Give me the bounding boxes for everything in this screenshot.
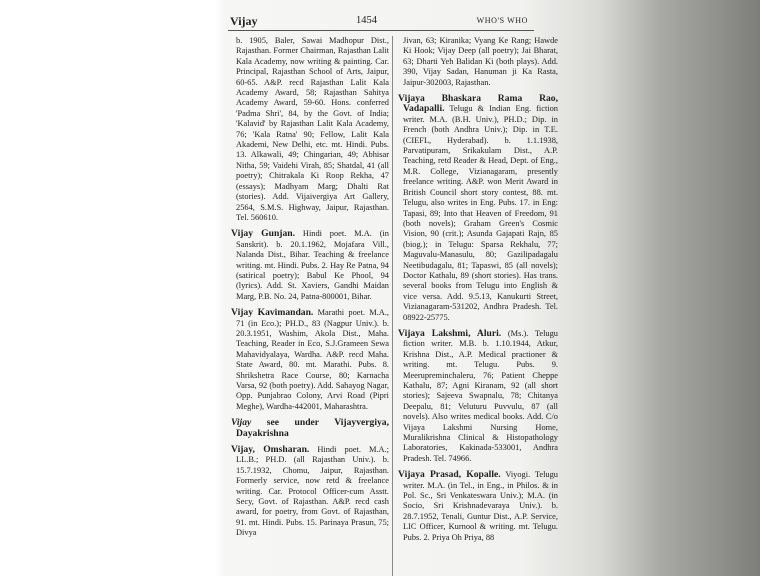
entry [231, 36, 389, 223]
entry-text: Viyogi. Telugu writer. M.A. (in Tel., in Eng., in Philos. & in Pol. Sc., Sri Venkateswara Univ.); M.A. (in Socio, Sri Krishnadevaraya Univ.). b. 28.7.1952, Tenali, Guntur Dist., A.P. Service, LIC Officer, Kurnool & writing. mt. Telugu. Pubs. 2. Priya Oh Priya, 88 [403, 470, 558, 542]
page-edge-shadow [528, 0, 760, 576]
cross-reference-entry [231, 418, 389, 439]
entry-text: Hindi poet. M.A.; LL.B.; PH.D. (all Rajasthan Univ.). b. 15.7.1932, Chomu, Jaipur, Rajasthan. Formerly service, now retd & freelance writing. Car. Protocol Officer-cum Asstt. Secy, Govt. of Rajasthan. A&P. recd cash award, for poetry, from Govt. of Rajasthan, 91. mt. Hindi. Pubs. 15. Parinaya Prasun, 75; Divya [236, 445, 389, 538]
header-rule [228, 30, 534, 31]
entry-text: (Ms.). Telugu fiction writer. M.B. b. 1.10.1944, Atkur, Krishna Dist., A.P. Medical practioner & writing. mt. Telugu. Pubs. 9. Meerupreminchaleru, 76; Patient Cheppe Kathalu, 87; Agni Kiranam, 92 (all short stories); Sajeeva Swapnalu, 78; Chitanya Deepalu, 81; Veluturu Puvvulu, 87 (all novels). Also writes medical books. Add. C/o Vijaya Lakshmi Nursing Home, Muralikrishna Clinical & Histopathology Laboratories, Kakinada-533001, Andhra Pradesh. Tel. 74966. [403, 328, 558, 463]
entry-text: Jivan, 63; Kiranika; Vyang Ke Rang; Hawde Ki Hook; Vijay Deep (all poetry); Jai Bharat, 63; Dharti Yeh Balidan Ki (both plays). Add. 390, Vijay Sadan, Hanuman ji Ka Rasta, Jaipur-302003, Rajasthan. [403, 36, 558, 87]
entry [231, 445, 389, 539]
running-title: WHO'S WHO [476, 16, 528, 25]
entry-text: b. 1905, Baler, Sawai Madhopur Dist., Rajasthan. Former Chairman, Rajasthan Lalit Kala Academy, now writing & painting. Car. Principal, Rajasthan School of Arts, Jaipur, 60-65. A&P. recd Rajasthan Lalit Kala Academy Award, 58; Rajasthan Sahitya Academy Award, 59-60. Hons. conferred 'Padma Shri', 84, by the Govt. of India; 'Kalavid' by Rajasthan Lalit Kala Academy, 76; 'Kala Ratna' 90; Fellow, Lalit Kala Akademi, New Delhi, etc. mt. Hindi. Pubs. 13. Alkawali, 49; Chingarian, 49; Abhisar Nitha, 59; Vaidehi Virah, 85; Shatdal, 41 (all poetry); Chitrakala Ki Roop Rekha, 47 (essays); Madhyam Marg; Dhalti Rat (stories). Add. Vijaivergiya Art Gallery, 2564, S.M.S. Highway, Jaipur, Rajasthan. Tel. 560610. [236, 36, 389, 222]
entry-name: Vijay [231, 417, 252, 429]
entry-name: Vijaya Lakshmi, Aluri. [398, 327, 502, 339]
entry-name: Vijay Kavimandan. [231, 307, 314, 319]
page-number: 1454 [356, 15, 377, 26]
entry-name: Vijay, Omsharan. [231, 444, 310, 456]
entry-text: Marathi poet. M.A., 71 (in Eco.); PH.D., 83 (Nagpur Univ.). b. 20.3.1951, Washim, Akola Dist., Maha. Teaching, Reader in Eco, S.J.Grameen Sewa Mahavidyalaya, Wardha. A&P. recd Maha. State Award, 80. mt. Marathi. Pubs. 8. Shrikshetra Race Course, 80; Karnacha Varsa, 92 (both poetry). Add. Sahayog Nagar, Opp. Punjabrao Colony, Arvi Road (Pipri Meghe), Wardha-442001, Maharashtra. [236, 308, 389, 411]
entry-text: Telugu & Indian Eng. fiction writer. M.A. (B.H. Univ.), PH.D.; Dip. in French (both Andhra Univ.); Dip. in T.E. (CIEFL, Hyderabad). b. 1.1.1938, Parvatipuram, Srikakulam Dist., A.P. Teaching, retd Reader & Head, Dept. of Eng., M.R. College, Vizianagaram, presently freelance writing. A&P. won Merit Award in British Council short story contest, 88. mt. Telugu, also writes in Eng. Pubs. 17. in Eng: Tapasi, 89; Into that Heaven of Freedom, 91 (both novels); Graham Green's Cosmic Vision, 90 (crit.); Asunda Gajapati Rajn, 85 (biog.); in Telugu: Sparsa Rekhalu, 77; Maguvalu-Manasulu, 80; Gazilipadagalu Neetibudagalu, 81; Tapaswi, 85 (all novels); Doctor Kathalu, 89 (short stories). Has trans. several books from Telugu into English & vice versa. Add. 9.5.13, Kanukurti Street, Vizianagaram-531202, Andhra Pradesh. Tel. 08922-25775. [403, 104, 558, 322]
column-separator [392, 36, 393, 576]
header-guide-word: Vijay [230, 14, 258, 28]
entry [231, 308, 389, 412]
entry-name: Vijaya Bhaskara Rama Rao, Vadapalli. [398, 93, 558, 115]
entry-name: Vijaya Prasad, Kopalle. [398, 469, 501, 481]
page-header [226, 14, 526, 30]
entry-name: Vijay Gunjan. [231, 228, 296, 240]
left-column [231, 36, 389, 545]
entry [231, 229, 389, 302]
dictionary-page [226, 6, 558, 576]
entry-text: Hindi poet. M.A. (in Sanskrit). b. 20.1.1962, Mojafara Vill., Nalanda Dist., Bihar. Teaching & freelance writing. mt. Hindi. Pubs. 2. Hay Re Patna, 94 (satirical poetry); Babul Ke Phool, 94 (lyrics). Add. St. Xaviers, Gandhi Maidan Marg, P.B. No. 24, Patna-800001, Bihar. [236, 229, 389, 301]
entry-text: see under Vijayvergiya, Dayakrishna [236, 417, 389, 439]
